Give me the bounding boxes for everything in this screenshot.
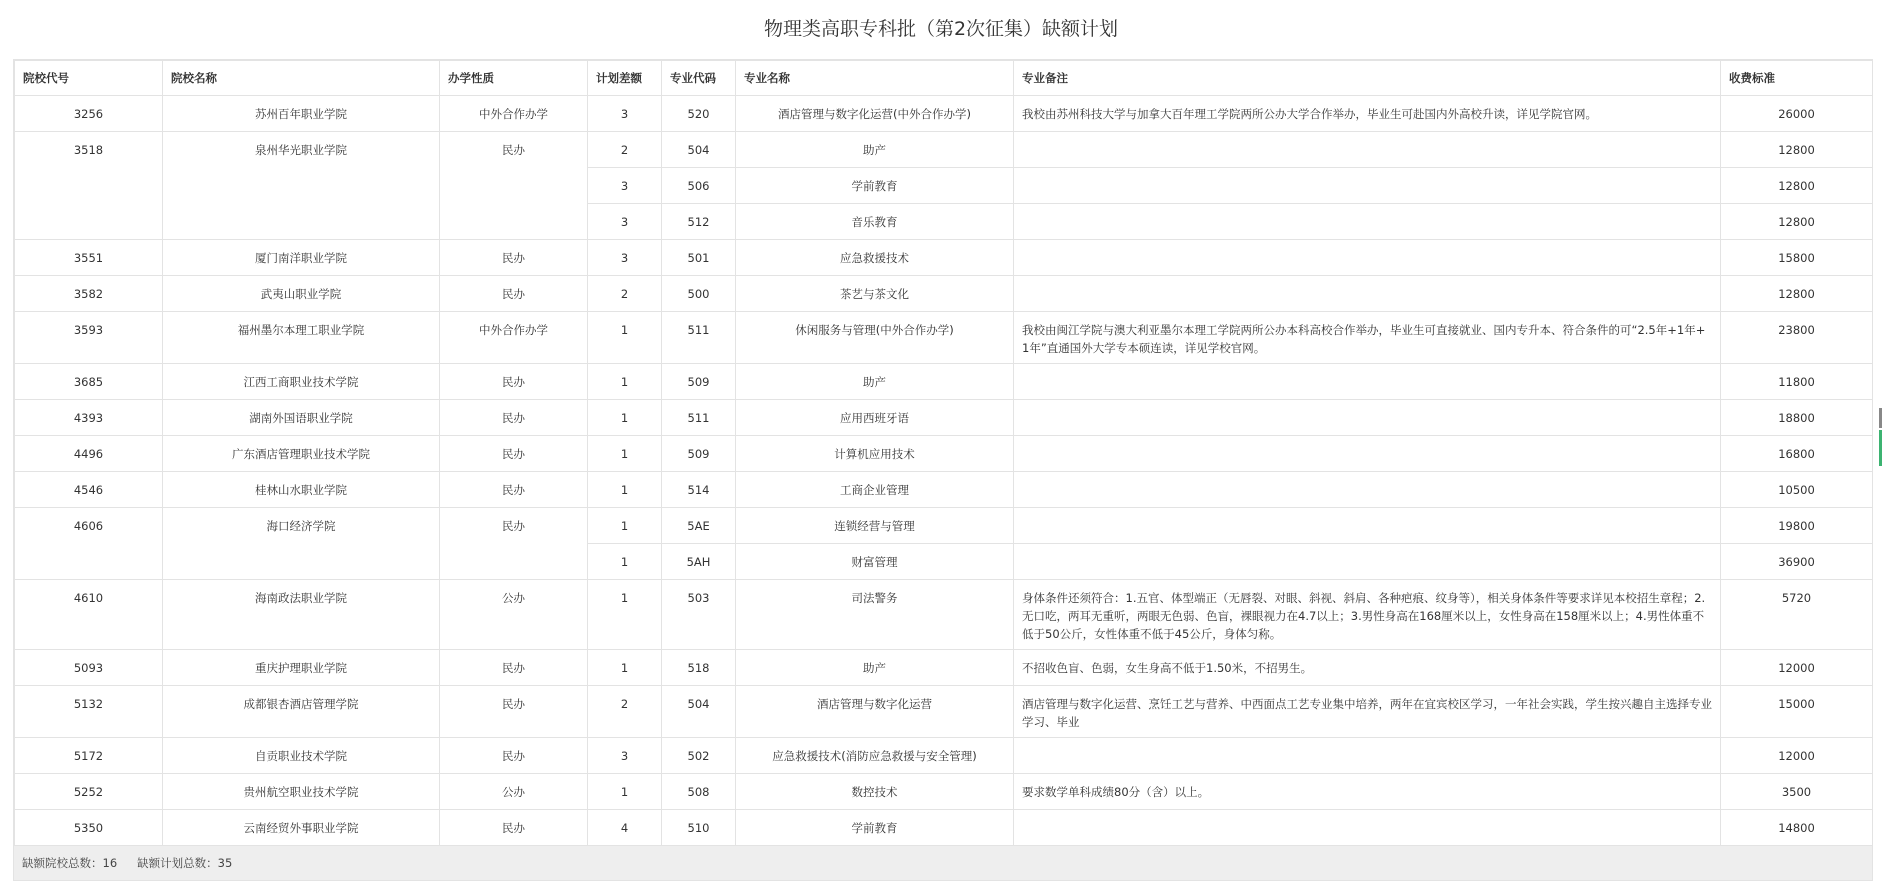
plan-diff-cell: 1	[588, 364, 662, 400]
schools-total-label: 缺额院校总数：16	[22, 856, 118, 870]
major-code-cell: 520	[662, 96, 736, 132]
major-name-cell: 司法警务	[736, 580, 1014, 650]
major-code-cell: 500	[662, 276, 736, 312]
school-name-cell: 海南政法职业学院	[163, 580, 440, 650]
school-name-cell: 海口经济学院	[163, 508, 440, 580]
school-name-cell: 桂林山水职业学院	[163, 472, 440, 508]
header-fee: 收费标准	[1721, 61, 1873, 96]
major-name-cell: 计算机应用技术	[736, 436, 1014, 472]
school-name-cell: 贵州航空职业技术学院	[163, 774, 440, 810]
school-code-cell: 5252	[15, 774, 163, 810]
nature-cell: 中外合作办学	[440, 312, 588, 364]
major-code-cell: 501	[662, 240, 736, 276]
major-name-cell: 连锁经营与管理	[736, 508, 1014, 544]
school-code-cell: 4606	[15, 508, 163, 580]
major-code-cell: 512	[662, 204, 736, 240]
school-code-cell: 3582	[15, 276, 163, 312]
header-nature: 办学性质	[440, 61, 588, 96]
plan-diff-cell: 4	[588, 810, 662, 846]
nature-cell: 民办	[440, 132, 588, 240]
nature-cell: 民办	[440, 686, 588, 738]
major-name-cell: 音乐教育	[736, 204, 1014, 240]
fee-cell: 12000	[1721, 650, 1873, 686]
plan-diff-cell: 3	[588, 204, 662, 240]
fee-cell: 15800	[1721, 240, 1873, 276]
major-note-cell	[1014, 738, 1721, 774]
fee-cell: 11800	[1721, 364, 1873, 400]
table-row	[15, 508, 1873, 544]
major-code-cell: 508	[662, 774, 736, 810]
school-name-cell: 湖南外国语职业学院	[163, 400, 440, 436]
major-note-cell	[1014, 240, 1721, 276]
major-note-cell: 要求数学单科成绩80分（含）以上。	[1014, 774, 1721, 810]
school-name-cell: 福州墨尔本理工职业学院	[163, 312, 440, 364]
nature-cell: 民办	[440, 650, 588, 686]
school-name-cell: 泉州华光职业学院	[163, 132, 440, 240]
major-note-cell	[1014, 204, 1721, 240]
major-name-cell: 应用西班牙语	[736, 400, 1014, 436]
nature-cell: 公办	[440, 580, 588, 650]
major-note-cell	[1014, 400, 1721, 436]
major-note-cell: 酒店管理与数字化运营、烹饪工艺与营养、中西面点工艺专业集中培养，两年在宜宾校区学习，一年社会实践，学生按兴趣自主选择专业学习、毕业	[1014, 686, 1721, 738]
fee-cell: 12000	[1721, 738, 1873, 774]
school-code-cell: 5132	[15, 686, 163, 738]
major-name-cell: 数控技术	[736, 774, 1014, 810]
school-code-cell: 3518	[15, 132, 163, 240]
fee-cell: 10500	[1721, 472, 1873, 508]
table-header-row	[15, 61, 1873, 96]
major-code-cell: 504	[662, 132, 736, 168]
school-name-cell: 重庆护理职业学院	[163, 650, 440, 686]
major-name-cell: 茶艺与茶文化	[736, 276, 1014, 312]
major-code-cell: 504	[662, 686, 736, 738]
plan-diff-cell: 2	[588, 132, 662, 168]
school-code-cell: 4393	[15, 400, 163, 436]
fee-cell: 12800	[1721, 204, 1873, 240]
table-row	[15, 276, 1873, 312]
school-code-cell: 4546	[15, 472, 163, 508]
school-name-cell: 自贡职业技术学院	[163, 738, 440, 774]
nature-cell: 民办	[440, 508, 588, 580]
fee-cell: 12800	[1721, 276, 1873, 312]
fee-cell: 18800	[1721, 400, 1873, 436]
major-code-cell: 503	[662, 580, 736, 650]
nature-cell: 民办	[440, 810, 588, 846]
major-code-cell: 5AH	[662, 544, 736, 580]
plan-diff-cell: 1	[588, 436, 662, 472]
major-note-cell: 我校由闽江学院与澳大利亚墨尔本理工学院两所公办本科高校合作举办，毕业生可直接就业、国内专升本、符合条件的可“2.5年+1年+1年”直通国外大学专本硕连读，详见学校官网。	[1014, 312, 1721, 364]
plan-diff-cell: 1	[588, 400, 662, 436]
major-code-cell: 509	[662, 364, 736, 400]
table-row	[15, 436, 1873, 472]
nature-cell: 民办	[440, 738, 588, 774]
major-name-cell: 学前教育	[736, 810, 1014, 846]
fee-cell: 12800	[1721, 132, 1873, 168]
fee-cell: 3500	[1721, 774, 1873, 810]
major-note-cell: 我校由苏州科技大学与加拿大百年理工学院两所公办大学合作举办，毕业生可赴国内外高校升读，详见学院官网。	[1014, 96, 1721, 132]
page-title: 物理类高职专科批（第2次征集）缺额计划	[763, 18, 1119, 40]
school-name-cell: 广东酒店管理职业技术学院	[163, 436, 440, 472]
table-row	[15, 312, 1873, 364]
plan-diff-cell: 1	[588, 580, 662, 650]
major-code-cell: 518	[662, 650, 736, 686]
school-code-cell: 4496	[15, 436, 163, 472]
school-name-cell: 云南经贸外事职业学院	[163, 810, 440, 846]
table-row	[15, 686, 1873, 738]
major-note-cell: 不招收色盲、色弱，女生身高不低于1.50米，不招男生。	[1014, 650, 1721, 686]
school-code-cell: 5350	[15, 810, 163, 846]
major-note-cell	[1014, 508, 1721, 544]
plans-total-label: 缺额计划总数：35	[137, 856, 233, 870]
table-row	[15, 472, 1873, 508]
nature-cell: 民办	[440, 472, 588, 508]
major-name-cell: 应急救援技术	[736, 240, 1014, 276]
fee-cell: 14800	[1721, 810, 1873, 846]
table-row	[15, 400, 1873, 436]
school-code-cell: 3593	[15, 312, 163, 364]
shortfall-plan-table	[14, 60, 1873, 846]
major-note-cell: 身体条件还须符合：1.五官、体型端正（无唇裂、对眼、斜视、斜肩、各种疤痕、纹身等），相关身体条件等要求详见本校招生章程；2.无口吃，两耳无重听，两眼无色弱、色盲，裸眼视力在4.7以上；3.男性身高在168厘米以上，女性身高在158厘米以上；4.男性体重不低于50公斤，女性体重不低于45公斤，身体匀称。	[1014, 580, 1721, 650]
header-plan-diff: 计划差额	[588, 61, 662, 96]
major-name-cell: 学前教育	[736, 168, 1014, 204]
header-major-code: 专业代码	[662, 61, 736, 96]
fee-cell: 19800	[1721, 508, 1873, 544]
table-summary-footer	[14, 846, 1872, 880]
major-name-cell: 助产	[736, 650, 1014, 686]
fee-cell: 26000	[1721, 96, 1873, 132]
fee-cell: 12800	[1721, 168, 1873, 204]
major-note-cell	[1014, 364, 1721, 400]
table-row	[15, 650, 1873, 686]
school-code-cell: 4610	[15, 580, 163, 650]
school-name-cell: 江西工商职业技术学院	[163, 364, 440, 400]
major-name-cell: 酒店管理与数字化运营(中外合作办学)	[736, 96, 1014, 132]
major-note-cell	[1014, 436, 1721, 472]
header-major-name: 专业名称	[736, 61, 1014, 96]
major-name-cell: 应急救援技术(消防应急救援与安全管理)	[736, 738, 1014, 774]
major-code-cell: 514	[662, 472, 736, 508]
plan-diff-cell: 3	[588, 738, 662, 774]
school-name-cell: 成都银杏酒店管理学院	[163, 686, 440, 738]
major-code-cell: 510	[662, 810, 736, 846]
school-name-cell: 武夷山职业学院	[163, 276, 440, 312]
fee-cell: 5720	[1721, 580, 1873, 650]
major-code-cell: 511	[662, 400, 736, 436]
major-note-cell	[1014, 276, 1721, 312]
fee-cell: 15000	[1721, 686, 1873, 738]
school-code-cell: 5093	[15, 650, 163, 686]
school-code-cell: 3685	[15, 364, 163, 400]
major-code-cell: 5AE	[662, 508, 736, 544]
nature-cell: 民办	[440, 400, 588, 436]
school-code-cell: 5172	[15, 738, 163, 774]
plan-diff-cell: 3	[588, 96, 662, 132]
fee-cell: 23800	[1721, 312, 1873, 364]
major-note-cell	[1014, 132, 1721, 168]
major-name-cell: 财富管理	[736, 544, 1014, 580]
table-row	[15, 580, 1873, 650]
plan-diff-cell: 3	[588, 168, 662, 204]
table-row	[15, 240, 1873, 276]
nature-cell: 公办	[440, 774, 588, 810]
major-note-cell	[1014, 472, 1721, 508]
major-name-cell: 助产	[736, 364, 1014, 400]
major-name-cell: 酒店管理与数字化运营	[736, 686, 1014, 738]
nature-cell: 民办	[440, 364, 588, 400]
nature-cell: 民办	[440, 436, 588, 472]
table-row	[15, 738, 1873, 774]
table-row	[15, 364, 1873, 400]
major-note-cell	[1014, 810, 1721, 846]
plan-diff-cell: 2	[588, 686, 662, 738]
major-code-cell: 509	[662, 436, 736, 472]
school-code-cell: 3256	[15, 96, 163, 132]
table-row	[15, 774, 1873, 810]
plan-diff-cell: 1	[588, 312, 662, 364]
header-school-code: 院校代号	[15, 61, 163, 96]
plan-diff-cell: 1	[588, 508, 662, 544]
plan-diff-cell: 1	[588, 774, 662, 810]
major-note-cell	[1014, 168, 1721, 204]
school-name-cell: 苏州百年职业学院	[163, 96, 440, 132]
nature-cell: 民办	[440, 240, 588, 276]
major-name-cell: 工商企业管理	[736, 472, 1014, 508]
table-row	[15, 132, 1873, 168]
school-code-cell: 3551	[15, 240, 163, 276]
major-code-cell: 511	[662, 312, 736, 364]
major-note-cell	[1014, 544, 1721, 580]
table-row	[15, 96, 1873, 132]
plan-diff-cell: 2	[588, 276, 662, 312]
nature-cell: 中外合作办学	[440, 96, 588, 132]
shortfall-plan-table-container	[13, 59, 1873, 881]
plan-diff-cell: 1	[588, 544, 662, 580]
major-name-cell: 休闲服务与管理(中外合作办学)	[736, 312, 1014, 364]
header-major-note: 专业备注	[1014, 61, 1721, 96]
major-code-cell: 506	[662, 168, 736, 204]
table-row	[15, 810, 1873, 846]
fee-cell: 16800	[1721, 436, 1873, 472]
plan-diff-cell: 1	[588, 472, 662, 508]
school-name-cell: 厦门南洋职业学院	[163, 240, 440, 276]
fee-cell: 36900	[1721, 544, 1873, 580]
major-code-cell: 502	[662, 738, 736, 774]
header-school-name: 院校名称	[163, 61, 440, 96]
major-name-cell: 助产	[736, 132, 1014, 168]
nature-cell: 民办	[440, 276, 588, 312]
plan-diff-cell: 1	[588, 650, 662, 686]
plan-diff-cell: 3	[588, 240, 662, 276]
